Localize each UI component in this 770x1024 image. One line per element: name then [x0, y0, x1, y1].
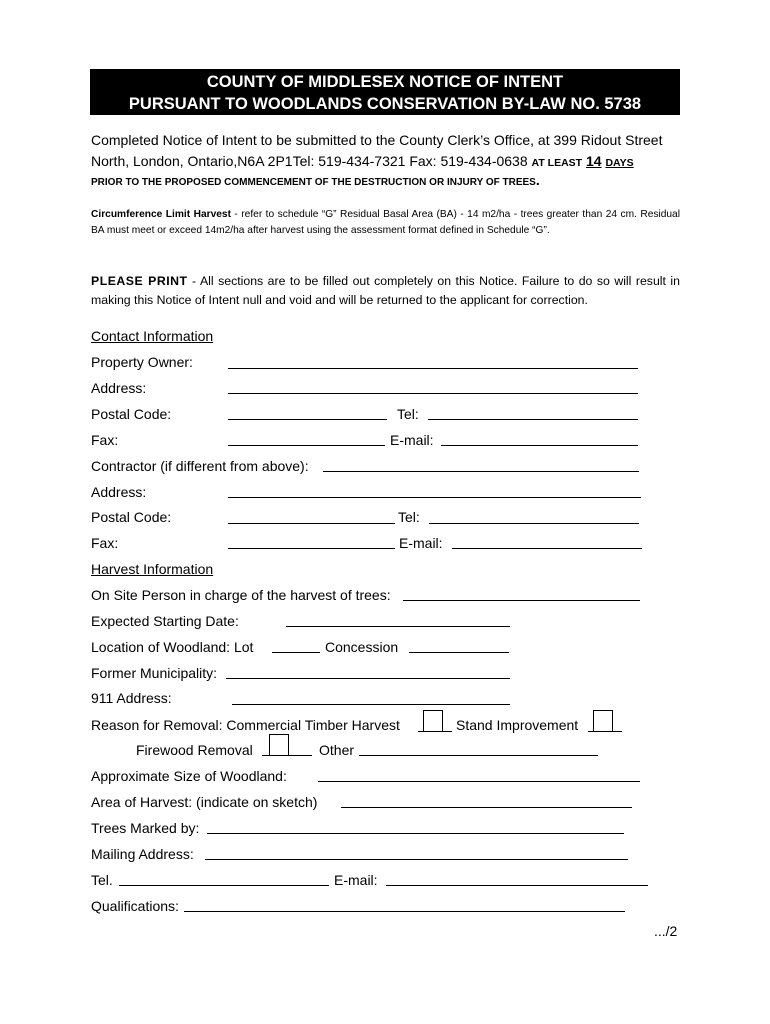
firewood-removal-checkbox[interactable] [269, 734, 289, 756]
days-text: DAYS [605, 157, 634, 169]
contractor-fax-field[interactable] [228, 548, 395, 549]
commercial-timber-checkbox[interactable] [423, 710, 443, 732]
title-line-1: COUNTY OF MIDDLESEX NOTICE OF INTENT [206, 73, 564, 91]
mailing-address-label: Mailing Address: [91, 846, 194, 862]
location-lot-label: Location of Woodland: Lot [91, 639, 254, 655]
on-site-person-field[interactable] [403, 600, 640, 601]
intro-line-1: Completed Notice of Intent to be submitted to the County Clerk’s Office, at 399 Ridout Street [91, 132, 663, 148]
page-number: .../2 [654, 923, 678, 939]
start-date-field[interactable] [286, 626, 510, 627]
please-print-title: PLEASE PRINT [91, 274, 188, 288]
days-number: 14 [585, 153, 602, 169]
harvest-heading: Harvest Information [91, 561, 214, 577]
concession-label: Concession [325, 639, 399, 655]
concession-field[interactable] [409, 652, 509, 653]
contractor-tel-label: Tel: [398, 509, 420, 525]
contractor-fax-label: Fax: [91, 535, 119, 551]
contractor-address-label: Address: [91, 484, 147, 500]
contractor-address-field[interactable] [228, 497, 641, 498]
stand-improvement-checkbox[interactable] [593, 710, 613, 732]
at-least-text: AT LEAST [531, 157, 583, 169]
circumference-text: - refer to schedule “G” Residual Basal Area (BA) - 14 m2/ha - trees greater than 24 cm. Residual BA must meet or exceed 14m2/ha after harvest using the assessment format defined in Schedule “G”. [91, 209, 680, 236]
trees-marked-by-label: Trees Marked by: [91, 820, 200, 836]
circumference-title: Circumference Limit Harvest [91, 209, 231, 220]
postal-code-label: Postal Code: [91, 406, 172, 422]
contractor-tel-field[interactable] [429, 523, 639, 524]
please-print-text: - All sections are to be filled out completely on this Notice. Failure to do so will result in making this Notice of Intent null and void and will be returned to the applicant for correction. [91, 274, 680, 307]
fax-field[interactable] [228, 445, 385, 446]
other-label: Other [319, 742, 355, 758]
on-site-person-label: On Site Person in charge of the harvest of trees: [91, 587, 391, 603]
address-911-label: 911 Address: [91, 690, 172, 706]
contractor-email-field[interactable] [452, 548, 642, 549]
title-line-2: PURSUANT TO WOODLANDS CONSERVATION BY-LAW NO. 5738 [128, 95, 642, 113]
firewood-removal-label: Firewood Removal [136, 742, 253, 758]
please-print-paragraph [91, 272, 680, 310]
postal-code-field[interactable] [228, 419, 387, 420]
address-911-field[interactable] [232, 704, 510, 705]
prior-notice-period: . [535, 172, 540, 188]
trees-marked-by-field[interactable] [207, 833, 624, 834]
former-municipality-label: Former Municipality: [91, 665, 218, 681]
contact-heading: Contact Information [91, 328, 214, 344]
circumference-paragraph [91, 207, 680, 238]
marker-email-field[interactable] [386, 885, 648, 886]
qualifications-label: Qualifications: [91, 898, 179, 914]
tel-field[interactable] [428, 419, 638, 420]
approx-size-label: Approximate Size of Woodland: [91, 768, 287, 784]
area-of-harvest-field[interactable] [341, 807, 632, 808]
intro-line-2 [91, 151, 681, 174]
address-field[interactable] [228, 393, 638, 394]
intro-address-contact: North, London, Ontario,N6A 2P1Tel: 519-434-7321 Fax: 519-434-0638 [91, 153, 528, 169]
reason-for-removal-label: Reason for Removal: Commercial Timber Harvest [91, 717, 400, 733]
contractor-postal-code-field[interactable] [228, 523, 395, 524]
area-of-harvest-label: Area of Harvest: (indicate on sketch) [91, 794, 318, 810]
prior-notice-line: PRIOR TO THE PROPOSED COMMENCEMENT OF THE DESTRUCTION OR INJURY OF TREES [91, 177, 536, 188]
fax-label: Fax: [91, 432, 119, 448]
lot-field[interactable] [272, 652, 320, 653]
former-municipality-field[interactable] [226, 678, 510, 679]
approx-size-field[interactable] [318, 781, 640, 782]
qualifications-field[interactable] [184, 911, 625, 912]
mailing-address-field[interactable] [205, 859, 628, 860]
property-owner-field[interactable] [228, 368, 638, 369]
contractor-label: Contractor (if different from above): [91, 458, 309, 474]
marker-tel-field[interactable] [119, 885, 329, 886]
contractor-email-label: E-mail: [399, 535, 443, 551]
other-field[interactable] [359, 755, 598, 756]
marker-tel-label: Tel. [91, 872, 113, 888]
contractor-postal-code-label: Postal Code: [91, 509, 172, 525]
stand-improvement-label: Stand Improvement [456, 717, 579, 733]
tel-label: Tel: [397, 406, 419, 422]
prior-notice-text [91, 172, 540, 188]
email-label: E-mail: [390, 432, 434, 448]
title-banner [90, 69, 680, 115]
start-date-label: Expected Starting Date: [91, 613, 239, 629]
contractor-field[interactable] [323, 471, 639, 472]
property-owner-label: Property Owner: [91, 354, 193, 370]
address-label: Address: [91, 380, 147, 396]
email-field[interactable] [441, 445, 638, 446]
submission-instructions [91, 130, 681, 174]
marker-email-label: E-mail: [334, 872, 378, 888]
